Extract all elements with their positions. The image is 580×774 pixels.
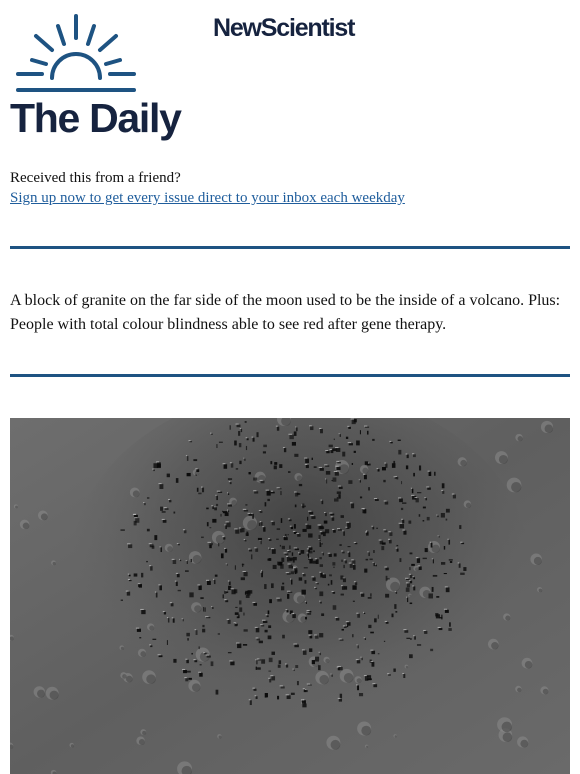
intro-summary: A block of granite on the far side of the moon used to be the inside of a volcano. Plus: People with total colour blindness able to see red after gene therapy.	[10, 292, 561, 333]
received-from-friend-text: Received this from a friend?	[10, 170, 181, 186]
divider-bottom	[10, 374, 570, 377]
subscribe-prompt	[10, 168, 405, 208]
divider-top	[10, 246, 570, 249]
newsletter-header	[0, 0, 580, 150]
brand-logo[interactable]: NewScientist	[213, 14, 355, 42]
rising-sun-icon	[14, 12, 138, 96]
signup-link[interactable]: Sign up now to get every issue direct to your inbox each weekday	[10, 190, 405, 206]
newsletter-title: The Daily	[10, 95, 181, 141]
hero-image-moon-surface[interactable]	[10, 418, 570, 774]
